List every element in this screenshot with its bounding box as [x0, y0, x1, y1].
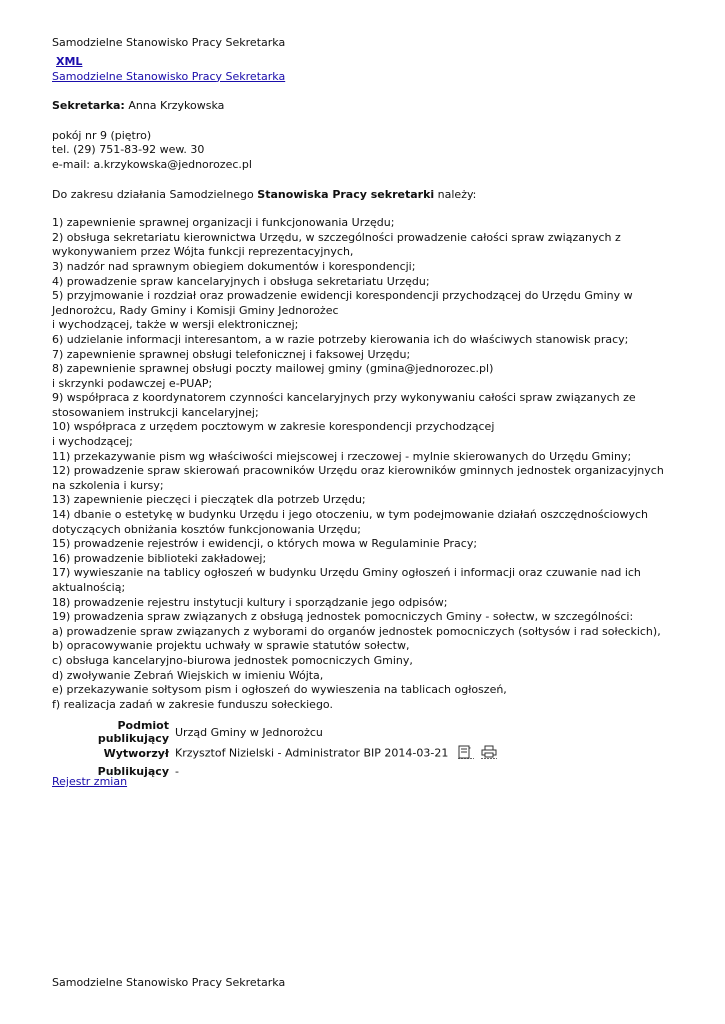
person-label: Sekretarka: [52, 99, 125, 113]
scope-suffix: należy: [434, 187, 477, 201]
subject-value: Urząd Gminy w Jednorożcu [175, 725, 323, 739]
duty-item: 3) nadzór nad sprawnym obiegiem dokumentów i korespondencji; [52, 259, 416, 273]
duty-item: c) obsługa kancelaryjno-biurowa jednostek pomocniczych Gminy, [52, 653, 413, 667]
subject-label: Podmiot publikujący [97, 719, 169, 745]
contact-room: pokój nr 9 (piętro) [52, 128, 152, 142]
scope-bold: Stanowiska Pracy sekretarki [257, 187, 435, 201]
duty-item: 16) prowadzenie biblioteki zakładowej; [52, 551, 267, 565]
publisher-value: - [175, 764, 179, 778]
author-label: Wytworzył [103, 747, 169, 761]
publisher-label: Publikujący [97, 764, 169, 778]
duty-item: 1) zapewnienie sprawnej organizacji i funkcjonowania Urzędu; [52, 216, 395, 230]
duty-item: 10) współpraca z urzędem pocztowym w zakresie korespondencji przychodzącej [52, 420, 495, 434]
duty-item: i wychodzącej; [52, 435, 133, 449]
duty-item: 12) prowadzenie spraw skierowań pracowników Urzędu oraz kierowników gminnych jednostek organizacyjnych na szkolenia i kursy; [52, 464, 664, 492]
duty-item: 6) udzielanie informacji interesantom, a w razie potrzeby kierowania ich do właściwych stanowisk pracy; [52, 332, 629, 346]
duty-item: b) opracowywanie projektu uchwały w sprawie statutów sołectw, [52, 639, 410, 653]
xml-link[interactable]: XML [56, 55, 83, 68]
duty-item: 11) przekazywanie pism wg właściwości miejscowej i rzeczowej - mylnie skierowanych do Urzędu Gminy; [52, 449, 632, 463]
action-icons [458, 745, 502, 762]
svg-text:F: F [467, 747, 471, 754]
changes-register-link[interactable]: Rejestr zmian [52, 775, 128, 788]
duty-item: 5) przyjmowanie i rozdział oraz prowadzenie ewidencji korespondencji przychodzącej do Urzędu Gminy w Jednorożcu, Rady Gminy i Komisji Gminy Jednorożec [52, 289, 633, 317]
scope-intro [52, 188, 677, 203]
duty-item: 18) prowadzenie rejestru instytucji kultury i sporządzanie jego odpisów; [52, 595, 448, 609]
duty-item: i skrzynki podawczej e-PUAP; [52, 376, 213, 390]
contact-phone: tel. (29) 751-83-92 wew. 30 [52, 143, 205, 157]
duty-item: 17) wywieszanie na tablicy ogłoszeń w budynku Urzędu Gminy ogłoszeń i informacji oraz czuwanie nad ich aktualnością; [52, 566, 641, 594]
page-footer: Samodzielne Stanowisko Pracy Sekretarka [52, 976, 286, 989]
print-icon[interactable] [481, 745, 497, 762]
duty-item: 7) zapewnienie sprawnej obsługi telefonicznej i faksowej Urzędu; [52, 347, 411, 361]
duty-item: 9) współpraca z koordynatorem czynności kancelaryjnych przy wykonywaniu całości spraw związanych ze stosowaniem instrukcji kancelaryjnej; [52, 391, 636, 419]
page-header: Samodzielne Stanowisko Pracy Sekretarka [52, 36, 286, 49]
person-line [52, 99, 677, 114]
duty-item: i wychodzącej, także w wersji elektronicznej; [52, 318, 299, 332]
duty-item: 13) zapewnienie pieczęci i pieczątek dla potrzeb Urzędu; [52, 493, 366, 507]
duty-item: 15) prowadzenie rejestrów i ewidencji, o których mowa w Regulaminie Pracy; [52, 537, 478, 551]
duty-item: f) realizacja zadań w zakresie funduszu sołeckiego. [52, 697, 333, 711]
meta-row-subject [52, 719, 504, 745]
duties-list [52, 216, 677, 712]
author-cell [172, 745, 504, 763]
duty-item: 8) zapewnienie sprawnej obsługi poczty mailowej gminy (gmina@jednorozec.pl) [52, 362, 494, 376]
duty-item: 4) prowadzenie spraw kancelaryjnych i obsługa sekretariatu Urzędu; [52, 274, 430, 288]
meta-row-author [52, 745, 504, 763]
contact-email: e-mail: a.krzykowska@jednorozec.pl [52, 157, 252, 171]
duty-item: 19) prowadzenia spraw związanych z obsługą jednostek pomocniczych Gminy - sołectw, w szczególności: [52, 610, 634, 624]
metadata-table [52, 719, 504, 780]
author-value: Krzysztof Nizielski - Administrator BIP 2014-03-21 [175, 746, 449, 760]
pdf-icon[interactable] [458, 745, 474, 762]
person-name: Anna Krzykowska [128, 99, 225, 113]
duty-item: a) prowadzenie spraw związanych z wyborami do organów jednostek pomocniczych (sołtysów i rad sołeckich), [52, 624, 661, 638]
duty-item: 14) dbanie o estetykę w budynku Urzędu i jego otoczeniu, w tym podejmowanie działań oszczędnościowych dotyczących obniżania kosztów funkcjonowania Urzędu; [52, 508, 648, 536]
main-content [52, 55, 677, 712]
duty-item: 2) obsługa sekretariatu kierownictwa Urzędu, w szczególności prowadzenie całości spraw związanych z wykonywaniem przez Wójta funkcji reprezentacyjnych, [52, 230, 621, 259]
duty-item: d) zwoływanie Zebrań Wiejskich w imieniu Wójta, [52, 668, 324, 682]
scope-prefix: Do zakresu działania Samodzielnego [52, 187, 258, 201]
title-link[interactable]: Samodzielne Stanowisko Pracy Sekretarka [52, 69, 286, 83]
duty-item: e) przekazywanie sołtysom pism i ogłoszeń do wywieszenia na tablicach ogłoszeń, [52, 683, 507, 697]
